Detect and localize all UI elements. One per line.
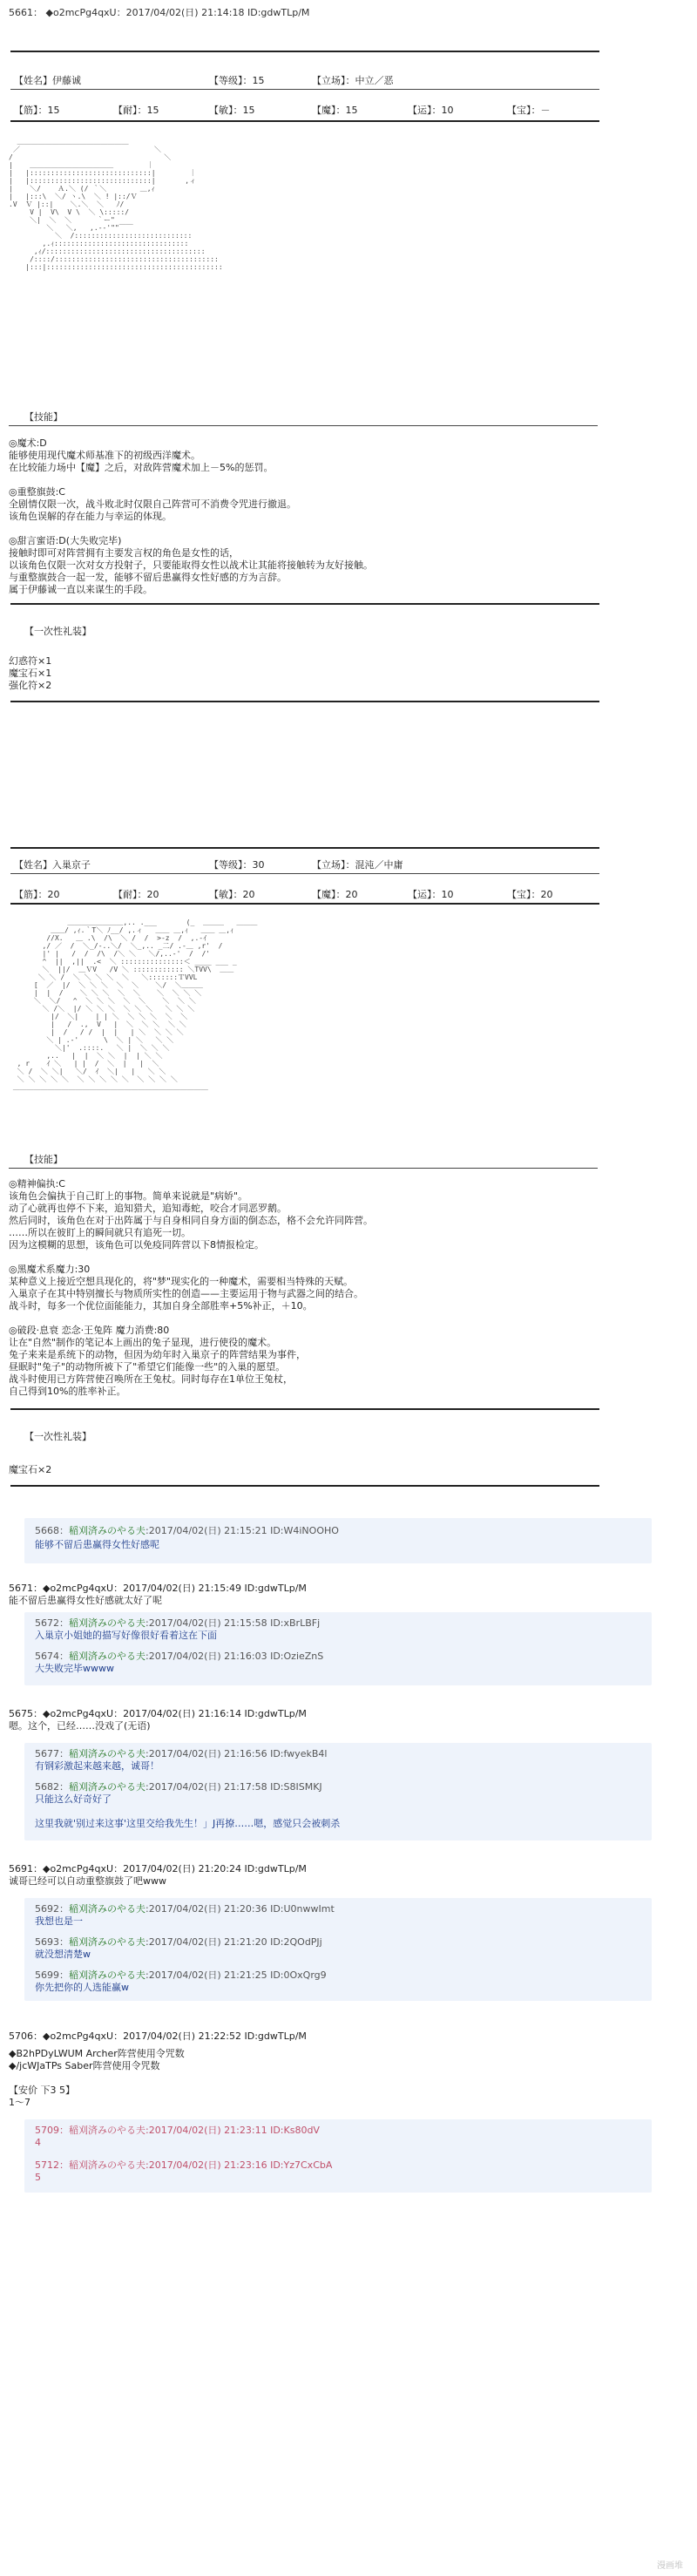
reply-item (35, 1525, 339, 1537)
stat2-level: 【等级】：30 (209, 859, 265, 871)
reply-body: 能够不留后患赢得女性好感呢 (35, 1539, 159, 1550)
ascii-art-ito: ＿＿＿＿＿＿＿＿＿＿＿＿＿＿＿＿ ／ ＼ / ＼ | ＿＿＿＿＿＿＿＿＿＿＿＿ ｜ | |:::::::::::::::::::::::::::::| ｜ | |:::::::::::::::::::::::::::::| ,ィ | ＼/ Ａ.＼ (/ ｀＼ ＿,ｨ | |:::\ ＼/ ヽ.\ ＼ ! |::/Ｖ .V Ｖ |::| ＼.＼ ＼ ﾉ/ V | V\ V \ ＼ \:::::/ ＼| ＼ ＼ ｀ー" ＼ ＼, ,.-‐'""￣￣ ＼ /:::::::::::::::::::::::::::: ,.ｨ:::::::::::::::::::::::::::::::: ,ｨ/:::::::::::::::::::::::::::::::::::::: /::::/::::::::::::::::::::::::::::::::::::::: |:::|:::::::::::::::::::::::::::::::::::::::::: (9, 138, 223, 271)
stat2-end: 【耐】：20 (113, 889, 159, 900)
reply-box: 5672：稲刈済みのやる夫:2017/04/02(日) 21:15:58 ID:xBrLBFj 入巢京小姐她的描写好像很好看着这在下面 5674：稲刈済みのやる夫:2017/04/02(日) 21:16:03 ID:OzieZnS 大失败完毕wwww (24, 1612, 652, 1685)
stat-top-rule (10, 51, 599, 52)
skill-line: 接触时即可对阵营拥有主要发言权的角色是女性的话， (9, 547, 239, 559)
skills2-end-rule (10, 1408, 599, 1410)
stat-name: 【姓名】伊藤诚 (14, 75, 81, 86)
stat2-mid-rule (10, 873, 599, 874)
stat2-bottom-rule (10, 903, 599, 905)
skill2-line: 兔子来来是系统下的动物，但因为幼年时入巢京子的阵营结果为事件， (9, 1349, 306, 1360)
skill-line: ◎魔术:D (9, 437, 47, 449)
skill-line: 该角色误解的存在能力与幸运的体现。 (9, 511, 172, 522)
skill-line: ◎重整旗鼓:C (9, 486, 65, 498)
items2-title: 【一次性礼装】 (24, 1431, 91, 1442)
stat2-mag: 【魔】：20 (312, 889, 358, 900)
skill2-line: ◎黑魔术系魔力:30 (9, 1264, 91, 1275)
skills-rule (9, 425, 598, 426)
skill-line: 能够使用现代魔术师基准下的初级西洋魔术。 (9, 450, 200, 461)
skills2-rule (9, 1168, 598, 1169)
items-end-rule (10, 701, 599, 702)
items-title: 【一次性礼装】 (24, 626, 91, 637)
post-line: ◆B2hPDyLWUM Archer阵营使用令咒数 (9, 2048, 185, 2059)
post-header: 5671：◆o2mcPg4qxU：2017/04/02(日) 21:15:49 ID:gdwTLp/M (9, 1583, 307, 1594)
stat-mag: 【魔】：15 (312, 105, 358, 116)
stat-agi: 【敏】：15 (209, 105, 255, 116)
stat-end: 【耐】：15 (113, 105, 159, 116)
skill2-line: ……所以在彼盯上的瞬间就只有追死一切。 (9, 1227, 191, 1238)
skill2-line: 动了心就再也停不下来，追知猎犬，追知毒蛇，咬合才同恶罗鹅。 (9, 1203, 287, 1214)
stat-level: 【等级】：15 (209, 75, 265, 86)
ascii-art-kyoko: ＿＿＿＿＿＿＿＿,.. .___ (_ ＿＿＿ ＿＿＿ ＿＿/ ,ｨ.｀T＼ ﾉ__/ ,.ィ ＿＿ ＿,ｨ ＿＿ ＿,ｨ //X. ＿ .\ /\ ＼ / / >-z / ,.-ｲ ,/ ／ / ＼_/-..＼/ ＼_,.. _二/ .-＿ ,r' / |' | / / /\ /＼ ＼ ＼/,..-' / /' ^ || ,|| .< ＼ :::::::::::::::＜ ____ ___ _ ＼ ||/ ＿ＶV /V ＼ :::::::::::: ＼TVV\ ＿＿ ＼ ＼ / ＼ ＼ ＼ ＼ ＼ ＼:::::::ＴVVL [ ／ |/ ＼ ＼ ＼ ＼ ＼ ＼/ ＼＿＿＿ | | / ＼ ＼ ＼ ＼ ＼ ＼ ＼ ＼ ＼ ＼ ＼/ ^ ＼ ＼ ＼ ＼ ＼ ＼ ＼ ＼ ＼ /＼ |/ ＼ ＼ ＼ ＼ ＼ ＼ ＼ ＼ ＼ |/ ＼| | | ＼ ＼ ＼ ＼ ＼ ＼ | / ., V | ＼ ＼ ＼ ＼ ＼ | / / / | | | ＼ ＼ ＼ ＼ ＼ | .-' \ ＼ | ＼ ＼ ＼ ＼|' .::::. ＼ | ＼ ＼ ＼ ,.. | | ＼ ＼ | | ＼ ＼ , r ｲ ＼ | | / ＼ | | ＼ ＼ / ＼ ＼| ＼/ ｲ ＼| | ＼ ＼ ＼ ＼ ＼ ＼ ＼ ＼ ＼ ＼ ＼ ＼ ＼ ＼ ＼ ＼ ＿＿＿＿＿＿＿＿＿＿＿＿＿＿＿＿＿＿＿＿＿＿＿＿＿＿＿＿ (12, 919, 258, 1091)
stat-str: 【筋】：15 (14, 105, 60, 116)
skills-title: 【技能】 (24, 411, 63, 423)
skill2-line: 自己得到10%的胜率补正。 (9, 1386, 126, 1397)
skill2-line: ◎破段·息衰 恋念·王兔阵 魔力消费:80 (9, 1325, 170, 1336)
skill2-line: 因为这模糊的思想，该角色可以免疫同阵营以下8情报检定。 (9, 1239, 264, 1251)
skills-end-rule (10, 603, 599, 605)
stat2-str: 【筋】：20 (14, 889, 60, 900)
items2-end-rule (10, 1485, 599, 1487)
post-line: 1～7 (9, 2097, 30, 2108)
stat2-stance: 【立场】：混沌／中庸 (312, 859, 403, 871)
post-header (9, 5, 309, 19)
post-body: 嗯。这个，已经……没戏了(无语) (9, 1720, 151, 1732)
post-line: 【安价 下3 5】 (9, 2085, 75, 2096)
post-number: 5661： (9, 7, 43, 18)
stat2-agi: 【敏】：20 (209, 889, 255, 900)
item2-line: 魔宝石×2 (9, 1464, 52, 1475)
skill2-line: 战斗时使用已方阵营使召唤所在王兔杖。同时每存在1单位王兔杖， (9, 1373, 293, 1385)
post-header: 5691：◆o2mcPg4qxU：2017/04/02(日) 21:20:24 ID:gdwTLp/M (9, 1863, 307, 1874)
item-line: 魔宝石×1 (9, 668, 52, 679)
post-body: 能不留后患赢得女性好感就太好了呢 (9, 1595, 162, 1606)
skill-line: 全剧情仅限一次，战斗败北时仅限自己阵营可不消费令咒进行撤退。 (9, 498, 296, 510)
skill2-line: 然后同时，该角色在对于出阵属于与自身相同自身方面的倒态态，格不会允许同阵营。 (9, 1215, 373, 1226)
reply-meta: 5668：稲刈済みのやる夫:2017/04/02(日) 21:15:21 ID:W4iNOOHO (35, 1525, 339, 1536)
skill2-line: ◎精神偏执:C (9, 1178, 65, 1190)
item-line: 强化符×2 (9, 680, 52, 691)
skill-line: 与重整旗鼓合一起一发，能够不留后患赢得女性好感的方为言辞。 (9, 572, 287, 583)
post-meta: ◆o2mcPg4qxU：2017/04/02(日) 21:14:18 ID:gdwTLp/M (45, 7, 310, 18)
skill-line: ◎甜言蜜语:D(大失败完毕) (9, 535, 122, 546)
stat-treasure: 【宝】：－ (507, 105, 551, 116)
skills2-title: 【技能】 (24, 1154, 63, 1165)
skill2-line: 某种意义上接近空想具现化的，将"梦"现实化的一种魔术，需要相当特殊的天赋。 (9, 1276, 354, 1287)
stat2-luck: 【运】：10 (408, 889, 454, 900)
skill2-line: 昼眠时"兔子"的动物所被下了"希望它们能像一些"的入巢的愿望。 (9, 1361, 286, 1373)
post-body: 诚哥已经可以自动重整旗鼓了吧www (9, 1875, 166, 1887)
skill2-line: 让在"自然"制作的笔记本上画出的兔子显现，进行使役的魔术。 (9, 1337, 277, 1348)
reply-box (24, 1518, 652, 1563)
item-line: 幻惑符×1 (9, 655, 52, 667)
reply-box: 5692：稲刈済みのやる夫:2017/04/02(日) 21:20:36 ID:U0nwwImt 我想也是一 5693：稲刈済みのやる夫:2017/04/02(日) 21:21:20 ID:2QOdPJj 就没想清楚w 5699：稲刈済みのやる夫:2017/04/02(日) 21:21:25 ID:0OxQrg9 你先把你的人选能赢w (24, 1898, 652, 2001)
stat2-treasure: 【宝】：20 (507, 889, 553, 900)
skill-line: 以该角色仅限一次对女方投射子，只要能取得女性以战术让其能将接触转为友好接触。 (9, 559, 373, 571)
skill-line: 在比较能力场中【魔】之后，对敌阵营魔术加上－5%的惩罚。 (9, 462, 274, 473)
stat-bottom-rule (10, 120, 599, 122)
skill2-line: 战斗时，每多一个优位面能能力，其加自身全部胜率+5%补正，＋10。 (9, 1300, 313, 1312)
skill2-line: 该角色会偏执于自己盯上的事物。简单来说就是"病娇"。 (9, 1190, 248, 1202)
stat2-top-rule (10, 847, 599, 849)
post-line: ◆/jcWJaTPs Saber阵营使用令咒数 (9, 2060, 160, 2071)
watermark: 漫画堆 (657, 2561, 683, 2571)
stat2-name: 【姓名】入巢京子 (14, 859, 91, 871)
reply-box: 5677：稲刈済みのやる夫:2017/04/02(日) 21:16:56 ID:fwyekB4l 有钢彩激起来越来越，诚哥！ 5682：稲刈済みのやる夫:2017/04/02(日) 21:17:58 ID:S8ISMKJ 只能这么好奇好了 这里我就'别过来这事'这里交给我先生！」J再撩……嗯，感觉只会被刺杀 (24, 1743, 652, 1840)
post-header: 5706：◆o2mcPg4qxU：2017/04/02(日) 21:22:52 ID:gdwTLp/M (9, 2030, 307, 2042)
skill2-line: 入巢京子在其中特别擅长与物质所实性的创造——主要运用于物与武器之间的结合。 (9, 1288, 363, 1299)
stat-luck: 【运】：10 (408, 105, 454, 116)
reply-box: 5709：稲刈済みのやる夫:2017/04/02(日) 21:23:11 ID:Ks80dV 4 5712：稲刈済みのやる夫:2017/04/02(日) 21:23:16 ID:Yz7CxCbA 5 (24, 2119, 652, 2193)
skill-line: 属于伊藤诚一直以来谋生的手段。 (9, 584, 152, 595)
stat-stance: 【立场】：中立／恶 (312, 75, 394, 86)
post-header: 5675：◆o2mcPg4qxU：2017/04/02(日) 21:16:14 ID:gdwTLp/M (9, 1708, 307, 1719)
stat-mid-rule (10, 89, 599, 90)
